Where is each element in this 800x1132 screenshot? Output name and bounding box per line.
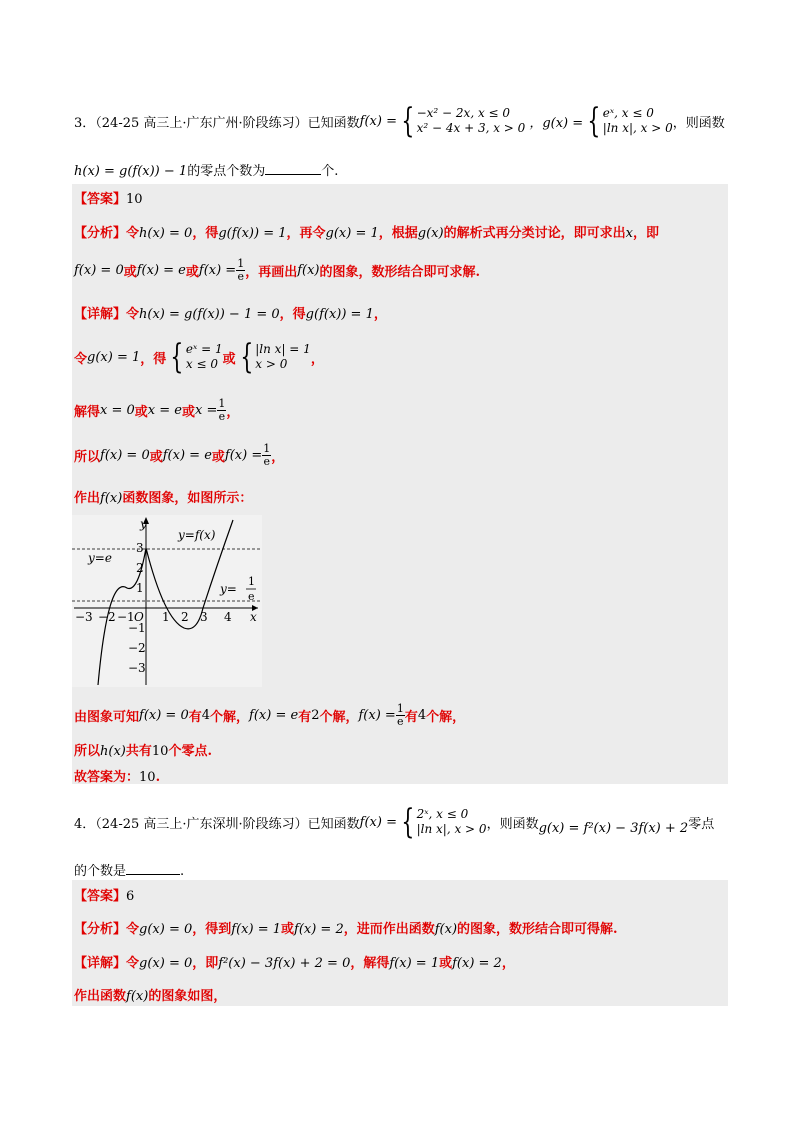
- text: ，进而作出函数: [343, 922, 435, 937]
- f-case-2: x² − 4x + 3, x > 0: [416, 121, 526, 135]
- math: g(f(x)) = 1: [218, 226, 287, 241]
- frac-num: 1: [396, 702, 404, 715]
- answer-blank: [265, 162, 321, 175]
- text: ，得: [279, 307, 306, 322]
- math: f(x): [297, 263, 320, 278]
- answer-3-conclusion-line-3: [74, 766, 160, 785]
- text: 有: [188, 710, 202, 725]
- text: 令: [126, 956, 140, 971]
- text: 个零点.: [168, 744, 212, 759]
- answer-3-detail-line-1: [74, 303, 387, 322]
- math: f(x) =: [198, 263, 237, 278]
- math: f(x) = e: [249, 708, 299, 723]
- answer-3-detail-line-2: [74, 337, 324, 377]
- problem-3-f-name: f(x) =: [359, 113, 397, 129]
- text: 所以: [74, 450, 101, 465]
- math: x =: [195, 403, 218, 418]
- frac-num: 1: [218, 397, 226, 410]
- text: ，再令: [286, 226, 326, 241]
- frac-num: 1: [237, 257, 245, 270]
- answer-3-detail-line-4: [74, 443, 284, 468]
- math: f(x) = 0: [139, 708, 189, 723]
- math: g(f(x)) = 1: [305, 307, 374, 322]
- answer-4-analysis: [74, 918, 618, 937]
- text: ，解得: [350, 956, 390, 971]
- answer-4-answer: [74, 885, 134, 904]
- problem-3-question: 的零点个数为: [187, 164, 266, 179]
- problem-4-g-expr: g(x) = f²(x) − 3f(x) + 2: [538, 820, 689, 836]
- problem-4-end: .: [180, 864, 185, 879]
- text: ，得: [140, 351, 167, 367]
- frac-den: e: [218, 410, 226, 423]
- problem-4-line-2: [74, 860, 184, 879]
- text: 有: [298, 710, 312, 725]
- math: f(x): [434, 922, 458, 937]
- axis-x-label: x: [250, 610, 257, 624]
- answer-blank: [126, 862, 180, 875]
- math: g(x) = 0: [139, 922, 193, 937]
- text: 共有: [125, 744, 152, 759]
- math: 2: [311, 708, 320, 723]
- analysis-tag: 【分析】: [74, 922, 127, 937]
- answer-3-detail-line-5: [74, 487, 252, 506]
- text: .: [155, 770, 161, 785]
- answer-tag: 【答案】: [74, 192, 127, 207]
- problem-4-suffix: ，则函数: [486, 816, 539, 832]
- math: x: [625, 226, 633, 241]
- text: 或: [134, 405, 148, 420]
- text: ，: [310, 351, 324, 367]
- problem-4-f-name: f(x) =: [359, 814, 397, 830]
- text: 个解，: [319, 710, 359, 725]
- f-case-2: |ln x|, x > 0: [416, 822, 487, 836]
- math: f(x) = 2: [294, 922, 344, 937]
- sys-row: eˣ = 1: [185, 342, 223, 356]
- text: 故答案为：: [74, 770, 140, 785]
- text: 函数图象，如图所示：: [122, 491, 253, 506]
- text: 个解，: [210, 710, 250, 725]
- text: 令: [126, 922, 140, 937]
- axis-y-label: y: [140, 517, 147, 531]
- text: ，即: [192, 956, 219, 971]
- text: 或: [149, 450, 163, 465]
- answer-3-detail-line-3: [74, 398, 239, 423]
- answer-4-detail-line-2: [74, 985, 226, 1004]
- xtick: 3: [200, 610, 208, 624]
- text: 或: [123, 265, 137, 280]
- frac-den: e: [397, 715, 404, 728]
- origin-label: O: [134, 610, 144, 624]
- text: ，: [226, 405, 240, 420]
- xtick: −3: [75, 610, 93, 624]
- text: 个解，: [426, 710, 466, 725]
- math: h(x): [100, 744, 126, 759]
- math: f²(x) − 3f(x) + 2 = 0: [218, 956, 351, 971]
- label-y-1e-den: e: [248, 590, 255, 603]
- text: 或: [222, 351, 236, 367]
- ytick: 1: [136, 581, 144, 595]
- text: 或: [185, 265, 199, 280]
- text: 的解析式再分类讨论，即可求出: [443, 226, 626, 241]
- problem-3-prefix: 3．（24-25 高三上·广东广州·阶段练习）已知函数: [74, 115, 360, 131]
- sys-row: x > 0: [255, 357, 288, 371]
- math: x = e: [147, 403, 182, 418]
- text: ，: [271, 450, 285, 465]
- text: ，: [501, 956, 515, 971]
- ytick: 3: [136, 541, 144, 555]
- math: x = 0: [100, 403, 135, 418]
- sys-row: |ln x| = 1: [255, 342, 311, 356]
- math: f(x) = e: [162, 448, 212, 463]
- label-y-fx: y=f(x): [178, 528, 216, 542]
- xtick: 2: [181, 610, 189, 624]
- function-graph: [72, 515, 262, 687]
- f-case-1: −x² − 2x, x ≤ 0: [416, 106, 511, 120]
- math: f(x): [126, 989, 149, 1004]
- text: ，根据: [378, 226, 418, 241]
- text: 所以: [74, 744, 101, 759]
- math: f(x) = e: [136, 263, 186, 278]
- answer-4-detail-line-1: [74, 952, 515, 971]
- label-y-1e-num: 1: [248, 575, 255, 588]
- answer-value: 6: [126, 889, 135, 904]
- fraction: [262, 443, 271, 468]
- math: h(x) = 0: [139, 226, 193, 241]
- math: 10: [151, 744, 169, 759]
- text: 令: [74, 351, 88, 367]
- text: 的图象，数形结合即可得解.: [457, 922, 618, 937]
- problem-3-statement: [74, 101, 725, 141]
- text: 或: [211, 450, 225, 465]
- math: f(x) =: [224, 448, 263, 463]
- answer-3-analysis-line-1: [74, 222, 659, 241]
- g-case-2: |ln x|, x > 0: [602, 121, 673, 135]
- answer-value: 10: [126, 192, 143, 207]
- problem-3-f-piecewise: { −x² − 2x, x ≤ 0 x² − 4x + 3, x > 0: [401, 101, 526, 141]
- text: 作出: [74, 491, 101, 506]
- f-case-1: 2ˣ, x ≤ 0: [416, 807, 469, 821]
- math: f(x): [100, 491, 123, 506]
- problem-3-end: 个.: [321, 164, 339, 179]
- problem-4-statement: [74, 802, 715, 842]
- text: 令: [126, 307, 140, 322]
- answer-3-conclusion-line-2: [74, 740, 212, 759]
- fraction: [236, 258, 245, 283]
- text: 或: [439, 956, 453, 971]
- h-def: h(x) = g(f(x)) − 1: [74, 164, 188, 179]
- problem-4-question: 的个数是: [74, 864, 127, 879]
- text: 由图象可知: [74, 710, 140, 725]
- text: 的图象如图，: [148, 989, 227, 1004]
- math: g(x): [417, 226, 444, 241]
- problem-4-f-piecewise: { 2ˣ, x ≤ 0 |ln x|, x > 0: [401, 802, 487, 842]
- text: 令: [126, 226, 140, 241]
- answer-3-conclusion-line-1: [74, 703, 465, 728]
- fraction: [217, 398, 226, 423]
- frac-num: 1: [263, 442, 271, 455]
- problem-4-suffix-2: 零点: [688, 816, 715, 832]
- math: h(x) = g(f(x)) − 1 = 0: [139, 307, 280, 322]
- math: f(x) = 0: [100, 448, 150, 463]
- detail-tag: 【详解】: [74, 307, 127, 322]
- text: 的图象，数形结合即可求解.: [319, 265, 481, 280]
- math: 10: [139, 770, 156, 785]
- problem-3-g-name: ，g(x) =: [529, 115, 584, 131]
- text: 有: [404, 710, 418, 725]
- text: 或: [181, 405, 195, 420]
- answer-tag: 【答案】: [74, 889, 127, 904]
- text: ，再画出: [245, 265, 298, 280]
- analysis-tag: 【分析】: [74, 226, 127, 241]
- ytick: −3: [128, 661, 146, 675]
- math: f(x) = 2: [452, 956, 502, 971]
- text: ，得: [192, 226, 219, 241]
- text: ，即: [632, 226, 659, 241]
- label-y-1e: y=: [220, 582, 237, 596]
- text: 解得: [74, 405, 101, 420]
- xtick: −2: [98, 610, 116, 624]
- problem-3-line-2: [74, 160, 338, 179]
- xtick: 1: [162, 610, 170, 624]
- answer-3-answer: [74, 188, 143, 207]
- ytick: −1: [128, 621, 146, 635]
- graph-svg: [72, 515, 262, 687]
- math: f(x) =: [358, 708, 396, 723]
- g-case-1: eˣ, x ≤ 0: [602, 106, 654, 120]
- detail-tag: 【详解】: [74, 956, 127, 971]
- system-2: { |ln x| = 1 x > 0: [239, 337, 311, 377]
- ytick: 2: [136, 561, 144, 575]
- frac-den: e: [263, 455, 270, 468]
- math: 4: [201, 708, 211, 723]
- math: f(x) = 0: [74, 263, 124, 278]
- text: 作出函数: [74, 989, 127, 1004]
- fraction: [396, 703, 405, 728]
- math: f(x) = 1: [231, 922, 281, 937]
- math: g(x) = 1: [87, 349, 141, 365]
- xtick: 4: [224, 610, 232, 624]
- answer-3-analysis-line-2: [74, 258, 480, 283]
- system-1: { eˣ = 1 x ≤ 0: [170, 337, 223, 377]
- curve-f: [98, 520, 233, 685]
- xtick: −1: [117, 610, 135, 624]
- frac-den: e: [237, 270, 244, 283]
- text: ，: [373, 307, 387, 322]
- problem-4-prefix: 4．（24-25 高三上·广东深圳·阶段练习）已知函数: [74, 816, 360, 832]
- problem-3-g-piecewise: { eˣ, x ≤ 0 |ln x|, x > 0: [587, 101, 673, 141]
- math: g(x) = 0: [139, 956, 193, 971]
- sys-row: x ≤ 0: [185, 357, 218, 371]
- label-y-e: y=e: [88, 551, 112, 565]
- math: 4: [417, 708, 427, 723]
- text: ，得到: [192, 922, 232, 937]
- problem-3-suffix: ，则函数: [672, 115, 725, 131]
- math: g(x) = 1: [325, 226, 379, 241]
- math: f(x) = 1: [389, 956, 440, 971]
- ytick: −2: [128, 641, 146, 655]
- text: 或: [281, 922, 295, 937]
